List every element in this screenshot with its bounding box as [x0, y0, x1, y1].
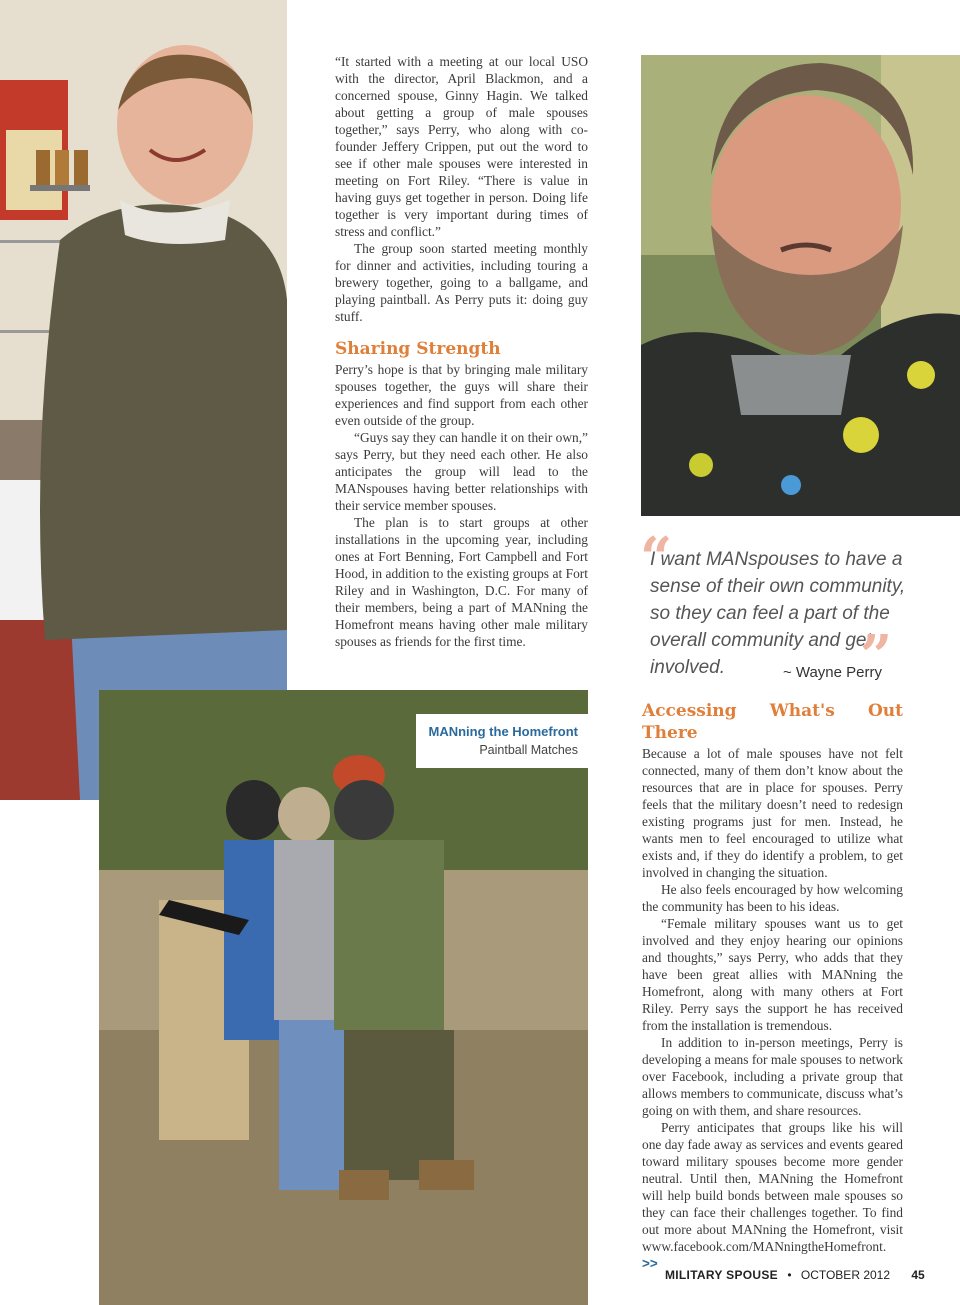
footer-issue: OCTOBER 2012 — [800, 1268, 891, 1282]
continue-mark: >> — [642, 1256, 658, 1271]
photo-caption — [416, 714, 588, 768]
pull-quote-close-mark: ” — [860, 623, 893, 689]
section-heading-accessing: Accessing What's Out There — [642, 701, 903, 743]
pull-quote-open-mark: “ — [640, 525, 673, 591]
paragraph: “Guys say they can handle it on their own,” says Perry, but they need each other. He also anticipates the group will lead to the MANspouses having better relationships with their service member spouses. — [335, 430, 588, 513]
photo-paintball-illustration — [99, 690, 588, 1305]
pull-quote-attribution: ~ Wayne Perry — [782, 664, 882, 681]
paragraph: “Female military spouses want us to get involved and they enjoy hearing our opinions and thoughts,” says Perry, who adds that they have been great allies with MANning the Homefront, along with many others at Fort Riley. Perry says the support he has received from the installation is tremendous. — [642, 916, 903, 1033]
photo-bearded-man-illustration — [641, 55, 960, 516]
paragraph: The plan is to start groups at other installations in the upcoming year, including ones at Fort Benning, Fort Campbell and Fort Hood, in addition to the existing groups at Fort Riley and in Washington, D.C. For many of their members, being a part of MANning the Homefront means having other male military spouses as friends for the first time. — [335, 515, 588, 649]
paragraph: “It started with a meeting at our local USO with the director, April Blackmon, and a concerned spouse, Ginny Hagin. We talked about getting a group of male spouses together,” says Perry, who along with co-founder Jeffery Crippen, put out the word to see if other male spouses were interested in meeting on Fort Riley. “There is value in having guys get together in person. Doing life together is very important during times of stress and conflict.” — [335, 54, 588, 239]
article-column-right — [642, 700, 903, 1272]
photo-paintball-players — [99, 690, 588, 1305]
paragraph: The group soon started meeting monthly for dinner and activities, including touring a brewery together, going to a ballgame, and playing paintball. As Perry puts it: doing guy stuff. — [335, 241, 588, 324]
photo-man-smiling — [0, 0, 287, 800]
footer-page-number: 45 — [911, 1268, 925, 1282]
paragraph: He also feels encouraged by how welcoming the community has been to his ideas. — [642, 882, 903, 914]
paragraph-last — [642, 1119, 903, 1272]
section-heading-sharing-strength: Sharing Strength — [335, 339, 501, 359]
caption-subtitle: Paintball Matches — [479, 743, 578, 757]
caption-title: MANning the Homefront — [428, 724, 578, 739]
pull-quote-text: I want MANspouses to have a sense of their own community, so they can feel a part of the overall community and get involved. — [650, 549, 906, 678]
footer-magazine: MILITARY SPOUSE — [665, 1268, 778, 1282]
article-column-left — [335, 53, 588, 650]
paragraph: Because a lot of male spouses have not felt connected, many of them don’t know about the resources that are in place for spouses. Perry feels that the military doesn’t need to redesign existing programs just for men. Instead, he wants men to feel encouraged to utilize what exists and, if they do identify a problem, to get involved in changing the situation. — [642, 746, 903, 880]
footer-bullet: • — [787, 1268, 792, 1282]
paragraph-last-text: Perry anticipates that groups like his will one day fade away as services and events geared toward military spouses become more gender neutral. Until then, MANning the Homefront will help build bonds between male spouses so they can face their challenges together. To find out more about MANning the Homefront, visit www.facebook.com/MANningtheHomefront. — [642, 1120, 903, 1254]
paragraph: In addition to in-person meetings, Perry is developing a means for male spouses to network over Facebook, including a private group that allows members to communicate, discuss what’s going on with them, and share resources. — [642, 1035, 903, 1118]
photo-bearded-man-paintball — [641, 55, 960, 516]
page-footer — [665, 1268, 925, 1282]
photo-man-smiling-illustration — [0, 0, 287, 800]
paragraph: Perry’s hope is that by bringing male military spouses together, the guys will share their experiences and find support from each other even outside of the group. — [335, 362, 588, 428]
